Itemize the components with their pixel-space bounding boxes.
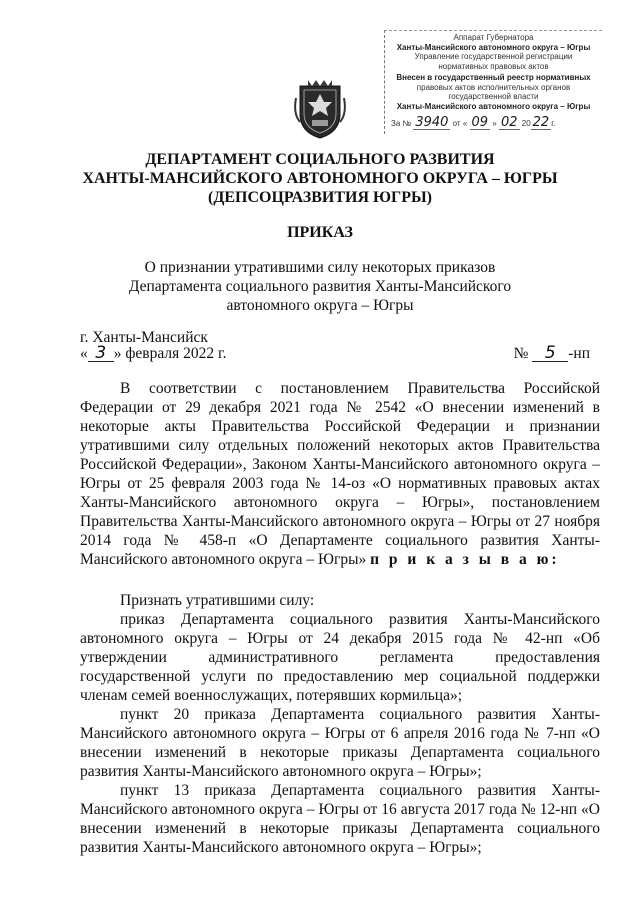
document-date <box>80 345 226 363</box>
stamp-line: Ханты-Мансийского автономного округа – Югры <box>396 101 591 111</box>
stamp-line: Управление государственной регистрации <box>414 52 573 61</box>
subject-line: автономного округа – Югры <box>226 297 414 314</box>
stamp-reg-mid: » <box>492 119 497 128</box>
stamp-line: Ханты-Мансийского автономного округа – Югры <box>396 42 591 52</box>
date-rest: » февраля 2022 г. <box>113 345 227 362</box>
stamp-reg-year: 22 <box>532 115 550 130</box>
number-prefix: № <box>513 345 529 362</box>
preamble <box>80 379 600 569</box>
list-item: приказ Департамента социального развития Ханты-Мансийского автономного округа – Югры от 24 декабря 2015 года № 42-нп «Об утверждении административного регламента предоставления государственной услуги по предоставлению мер социальной поддержки членам семей военнослужащих, потерявших кормильца»; <box>80 611 600 704</box>
repeal-list <box>80 591 600 857</box>
order-word: п р и к а з ы в а ю <box>370 551 552 568</box>
stamp-line: правовых актов исполнительных органов <box>416 82 571 92</box>
list-lead: Признать утратившими силу: <box>120 592 315 609</box>
list-item: пункт 13 приказа Департамента социального развития Ханты-Мансийского автономного округа – Югры от 16 августа 2017 года № 12-нп «О внесении изменений в некоторые приказы Департамента социального развития Ханты-Мансийского автономного округа – Югры»; <box>80 782 600 856</box>
date-day: 3 <box>88 346 114 362</box>
stamp-line: Аппарат Губернатора <box>453 33 534 42</box>
order-colon: : <box>551 551 557 568</box>
stamp-line: государственной власти <box>448 92 539 101</box>
preamble-paragraph <box>80 379 600 569</box>
registration-stamp <box>384 30 602 134</box>
list-item: пункт 20 приказа Департамента социального развития Ханты-Мансийского автономного округа – Югры от 6 апреля 2016 года № 7-нп «О внесении изменений в некоторые приказы Департамента социального развития Ханты-Мансийского автономного округа – Югры»; <box>80 706 600 780</box>
stamp-line: нормативных правовых актов <box>438 61 549 71</box>
stamp-registration-number <box>391 117 598 130</box>
stamp-reg-suffix: г. <box>551 119 556 128</box>
date-open: « <box>80 345 88 362</box>
number-suffix: -нп <box>568 345 590 362</box>
stamp-reg-day: 09 <box>471 115 489 130</box>
department-header <box>40 150 600 207</box>
coat-of-arms-icon <box>294 78 346 140</box>
subject-line: Департамента социального развития Ханты-Мансийского <box>128 278 512 295</box>
preamble-text: В соответствии с постановлением Правительства Российской Федерации от 29 декабря 2021 года № 2542 «О внесении изменений в некоторые акты Правительства Российской Федерации и признании утратившими силу отдельных положений некоторых актов Правительства Российской Федерации», Законом Ханты-Мансийского автономного округа – Югры от 25 февраля 2003 года № 14-оз «О нормативных правовых актах Ханты-Мансийского автономного округа – Югры», постановлением Правительства Ханты-Мансийского автономного округа – Югры от 27 ноября 2014 года № 458-п «О Департаменте социального развития Ханты-Мансийского автономного округа – Югры» <box>80 380 600 568</box>
stamp-line: Внесен в государственный реестр нормативных <box>396 73 591 82</box>
document-title: ПРИКАЗ <box>287 224 353 241</box>
header-line: (ДЕПСОЦРАЗВИТИЯ ЮГРЫ) <box>207 189 433 206</box>
document-subject <box>80 258 560 315</box>
header-line: ДЕПАРТАМЕНТ СОЦИАЛЬНОГО РАЗВИТИЯ <box>145 151 495 168</box>
stamp-reg-year-prefix: 20 <box>521 119 531 128</box>
header-line: ХАНТЫ-МАНСИЙСКОГО АВТОНОМНОГО ОКРУГА – ЮГРЫ <box>82 170 558 187</box>
stamp-reg-number: 3940 <box>415 115 449 130</box>
number-value: 5 <box>532 346 568 362</box>
stamp-reg-from: от « <box>452 119 468 128</box>
stamp-reg-prefix: За № <box>391 119 412 128</box>
document-number <box>514 345 590 363</box>
stamp-reg-month: 02 <box>500 115 518 130</box>
place-of-issue: г. Ханты-Мансийск <box>80 329 208 346</box>
subject-line: О признании утратившими силу некоторых приказов <box>144 259 496 276</box>
